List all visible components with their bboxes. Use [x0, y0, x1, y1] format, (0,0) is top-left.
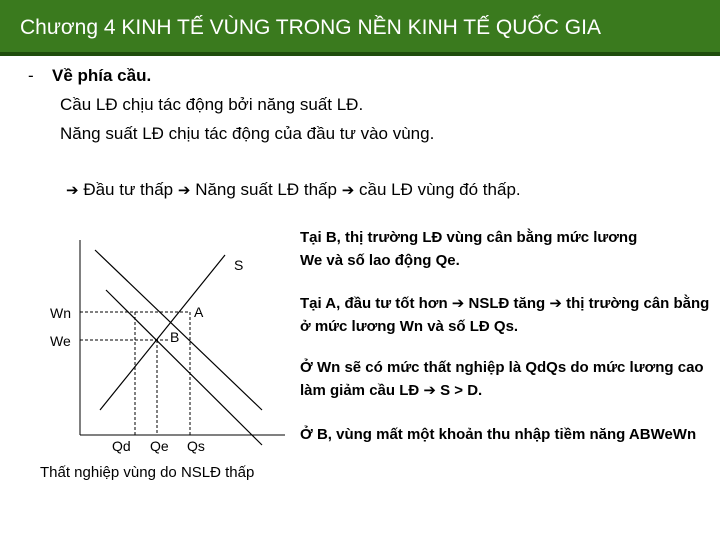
y-label-we: We: [50, 333, 71, 349]
note-unemployment: [300, 356, 720, 402]
x-label-qe: Qe: [150, 438, 169, 454]
x-label-qs: Qs: [187, 438, 205, 454]
flow-step-1: Đầu tư thấp: [83, 180, 174, 199]
note-b-equilibrium: [300, 226, 720, 272]
note-1-line-1: Tại B, thị trường LĐ vùng cân bằng mức lương: [300, 229, 638, 246]
x-label-qd: Qd: [112, 438, 131, 454]
right-arrow-icon: ➔: [341, 181, 355, 199]
point-label-b: B: [170, 329, 180, 345]
body-line-1: Cầu LĐ chịu tác động bởi năng suất LĐ.: [60, 95, 364, 114]
right-arrow-icon: ➔: [549, 294, 562, 312]
section-heading: Về phía cầu.: [52, 66, 152, 85]
note-income-loss: Ở B, vùng mất một khoản thu nhập tiềm năng ABWeWn: [300, 426, 697, 443]
flow-step-3: cầu LĐ vùng đó thấp.: [359, 180, 521, 199]
curve-label-s: S: [234, 257, 244, 273]
flow-step-2: Năng suất LĐ thấp: [195, 180, 337, 199]
note-3-part-1: Ở Wn sẽ có mức thất nghiệp là QdQs do mức lương cao làm giảm cầu LĐ: [300, 359, 704, 399]
right-arrow-icon: ➔: [66, 181, 79, 199]
right-arrow-icon: ➔: [177, 181, 191, 199]
note-2-part-1: Tại A, đầu tư tốt hơn: [300, 295, 448, 312]
point-label-a: A: [194, 304, 204, 320]
y-label-wn: Wn: [50, 305, 71, 321]
page-title: Chương 4 KINH TẾ VÙNG TRONG NỀN KINH TẾ QUỐC GIA: [20, 16, 601, 39]
note-2-part-3: thị trường cân bằng ở mức lương Wn và số LĐ Qs.: [300, 295, 710, 335]
supply-curve: [100, 255, 225, 410]
note-1-line-2: We và số lao động Qe.: [300, 252, 460, 269]
right-arrow-icon: ➔: [423, 381, 436, 399]
note-a-equilibrium: [300, 292, 720, 338]
note-3-part-2: S > D.: [440, 382, 483, 399]
diagram-caption: Thất nghiệp vùng do NSLĐ thấp: [40, 464, 255, 481]
bullet-dash: -: [28, 66, 34, 85]
labor-market-diagram: [0, 0, 300, 470]
demand-curve-low: [106, 290, 262, 445]
note-2-part-2: NSLĐ tăng: [468, 295, 546, 312]
right-arrow-icon: ➔: [451, 294, 465, 312]
body-line-2: Năng suất LĐ chịu tác động của đầu tư vào vùng.: [60, 124, 435, 143]
